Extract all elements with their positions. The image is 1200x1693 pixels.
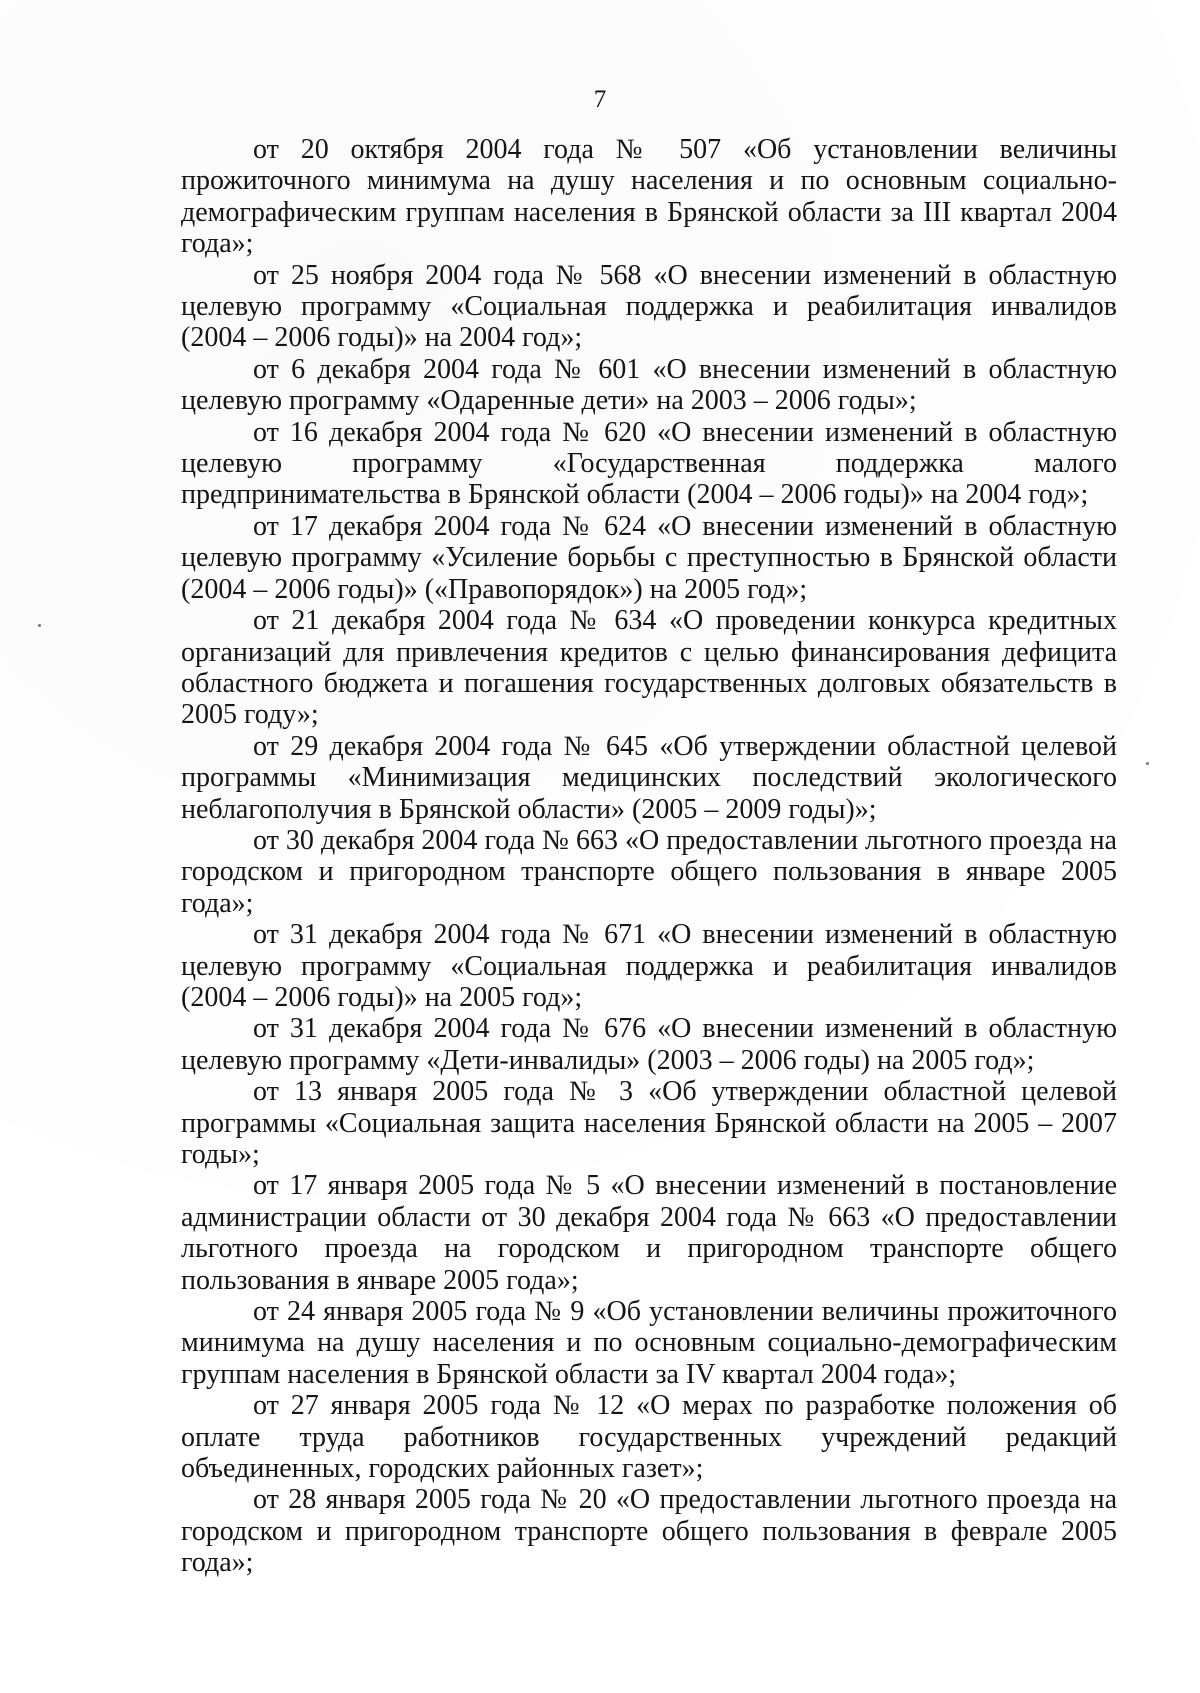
list-item: от 17 января 2005 года № 5 «О внесении изменений в постановление администрации области от 30 декабря 2004 года № 663 «О предоставлении льготного проезда на городском и пригородном транспорте общего пользования в январе 2005 года»;	[181, 1170, 1117, 1296]
document-body	[181, 134, 1117, 1579]
list-item: от 28 января 2005 года № 20 «О предоставлении льготного проезда на городском и пригородном транспорте общего пользования в феврале 2005 года»;	[181, 1484, 1117, 1579]
list-item: от 13 января 2005 года № 3 «Об утверждении областной целевой программы «Социальная защита населения Брянской области на 2005 – 2007 годы»;	[181, 1076, 1117, 1170]
list-item: от 16 декабря 2004 года № 620 «О внесении изменений в областную целевую программу «Государственная поддержка малого предпринимательства в Брянской области (2004 – 2006 годы)» на 2004 год»;	[181, 416, 1117, 511]
scan-speck	[1146, 762, 1149, 765]
list-item: от 21 декабря 2004 года № 634 «О проведении конкурса кредитных организаций для привлечения кредитов с целью финансирования дефицита областного бюджета и погашения государственных долговых обязательств в 2005 году»;	[181, 605, 1117, 731]
list-item: от 31 декабря 2004 года № 676 «О внесении изменений в областную целевую программу «Дети-инвалиды» (2003 – 2006 годы) на 2005 год»;	[181, 1013, 1117, 1076]
list-item: от 25 ноября 2004 года № 568 «О внесении изменений в областную целевую программу «Социальная поддержка и реабилитация инвалидов (2004 – 2006 годы)» на 2004 год»;	[181, 259, 1117, 354]
page-number: 7	[593, 86, 607, 113]
list-item: от 29 декабря 2004 года № 645 «Об утверждении областной целевой программы «Минимизация медицинских последствий экологического неблагополучия в Брянской области» (2005 – 2009 годы)»;	[181, 730, 1117, 825]
list-item: от 30 декабря 2004 года № 663 «О предоставлении льготного проезда на городском и пригородном транспорте общего пользования в январе 2005 года»;	[181, 824, 1117, 919]
list-item: от 17 декабря 2004 года № 624 «О внесении изменений в областную целевую программу «Усиление борьбы с преступностью в Брянской области (2004 – 2006 годы)» («Правопорядок») на 2005 год»;	[181, 510, 1117, 605]
scan-speck	[38, 624, 41, 627]
list-item: от 31 декабря 2004 года № 671 «О внесении изменений в областную целевую программу «Социальная поддержка и реабилитация инвалидов (2004 – 2006 годы)» на 2005 год»;	[181, 919, 1117, 1013]
list-item: от 20 октября 2004 года № 507 «Об установлении величины прожиточного минимума на душу населения и по основным социально-демографическим группам населения в Брянской области за III квартал 2004 года»;	[181, 134, 1117, 260]
list-item: от 24 января 2005 года № 9 «Об установлении величины прожиточного минимума на душу населения и по основным социально-демографическим группам населения в Брянской области за IV квартал 2004 года»;	[181, 1296, 1117, 1390]
list-item: от 27 января 2005 года № 12 «О мерах по разработке положения об оплате труда работников государственных учреждений редакций объединенных, городских районных газет»;	[181, 1390, 1117, 1485]
list-item: от 6 декабря 2004 года № 601 «О внесении изменений в областную целевую программу «Одаренные дети» на 2003 – 2006 годы»;	[181, 353, 1117, 417]
